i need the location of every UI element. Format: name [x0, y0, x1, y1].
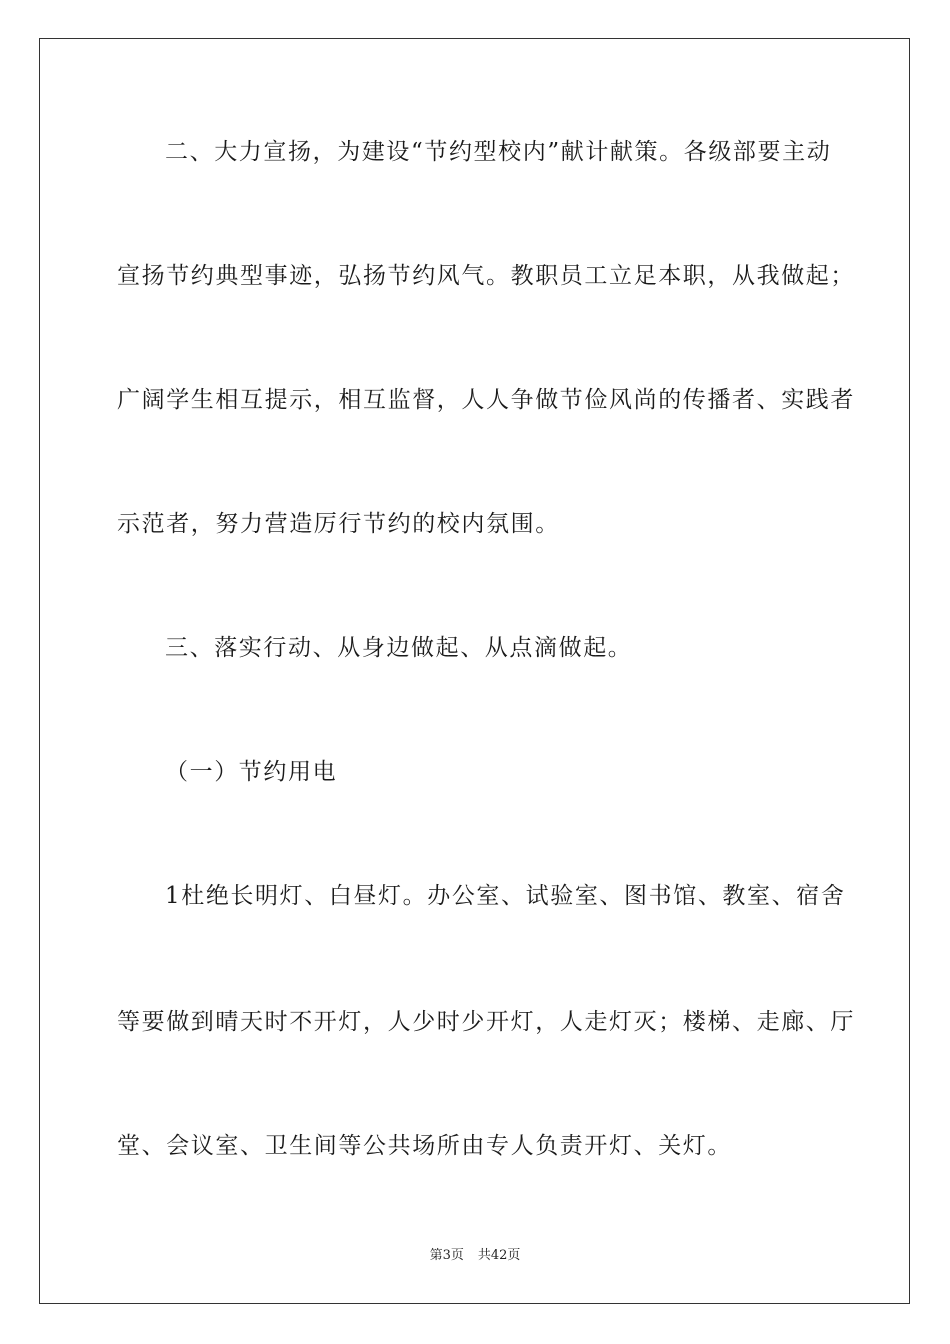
- paragraph-line: 示范者，努力营造厉行节约的校内氛围。: [117, 511, 560, 537]
- subsection-heading: （一）节约用电: [165, 759, 338, 785]
- section-heading: 三、落实行动、从身边做起、从点滴做起。: [165, 635, 633, 661]
- paragraph-line: 等要做到晴天时不开灯，人少时少开灯，人走灯灭；楼梯、走廊、厅: [117, 1009, 855, 1035]
- paragraph-line: 广阔学生相互提示，相互监督，人人争做节俭风尚的传播者、实践者: [117, 387, 855, 413]
- page-border: [39, 38, 910, 1304]
- paragraph-line: 1杜绝长明灯、白昼灯。办公室、试验室、图书馆、教室、宿舍: [165, 883, 846, 909]
- paragraph-line: 堂、会议室、卫生间等公共场所由专人负责开灯、关灯。: [117, 1133, 732, 1159]
- page-total: 共42页: [477, 1248, 521, 1263]
- paragraph-line: 宣扬节约典型事迹，弘扬节约风气。教职员工立足本职，从我做起；: [117, 263, 855, 289]
- page-number: 第3页: [429, 1248, 464, 1263]
- page-footer: [0, 1248, 950, 1264]
- paragraph-line: 二、大力宣扬，为建设“节约型校内”献计献策。各级部要主动: [165, 139, 832, 165]
